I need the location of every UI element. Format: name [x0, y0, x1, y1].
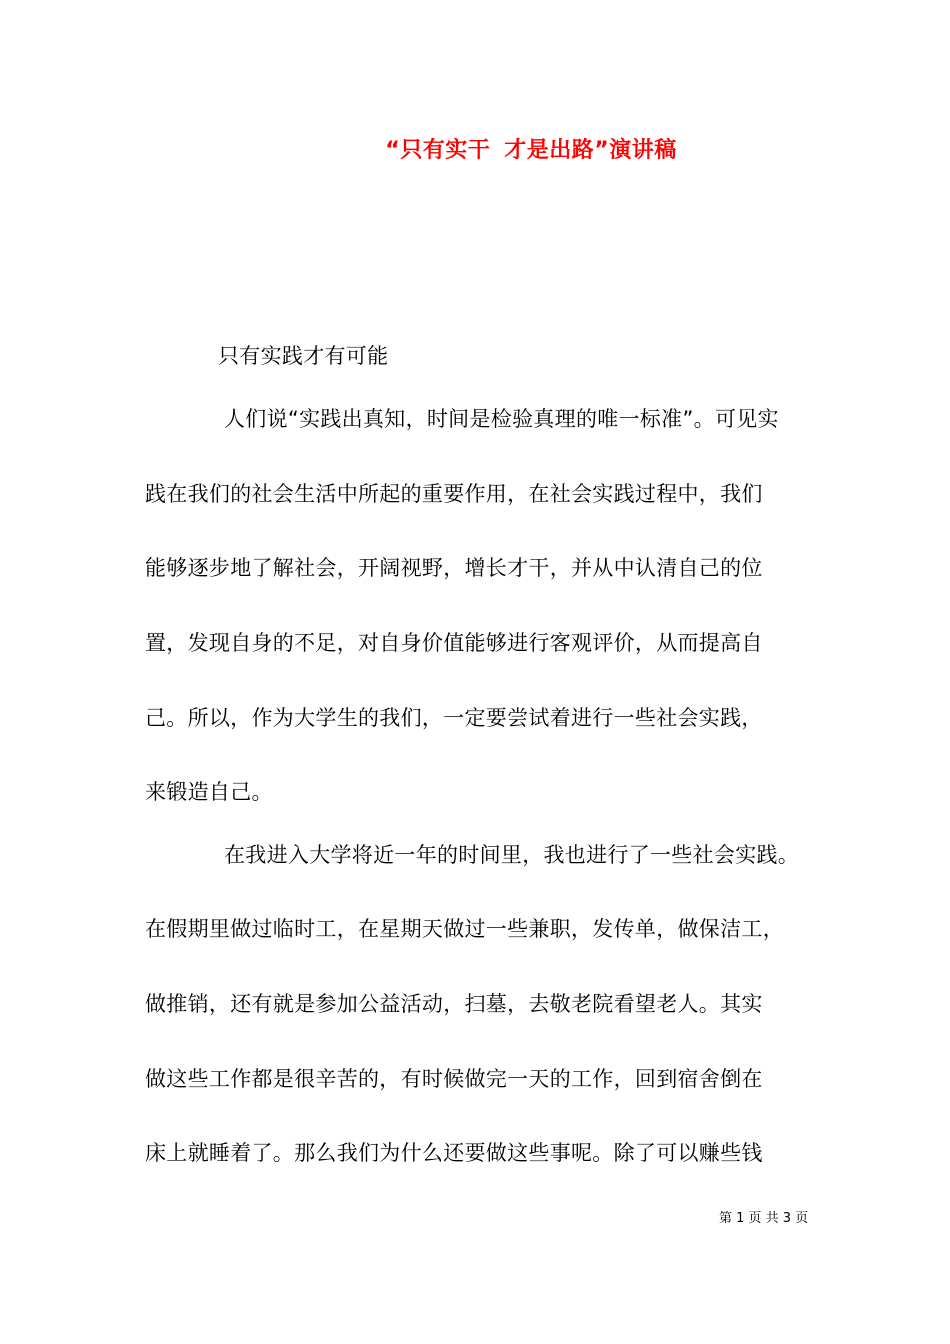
- title-part-2: 才是出路”演讲稿: [504, 138, 677, 163]
- paragraph-1-line-2: 践在我们的社会生活中所起的重要作用，在社会实践过程中，我们: [145, 482, 763, 506]
- paragraph-2-line-1: 在我进入大学将近一年的时间里，我也进行了一些社会实践。: [224, 843, 800, 867]
- paragraph-2-line-2: 在假期里做过临时工，在星期天做过一些兼职，发传单，做保洁工，: [145, 917, 784, 941]
- section-heading: 只有实践才有可能: [218, 344, 389, 368]
- page-number-footer: 第 1 页 共 3 页: [719, 1211, 809, 1226]
- document-title: [0, 133, 950, 164]
- paragraph-1-line-5: 己。所以，作为大学生的我们，一定要尝试着进行一些社会实践，: [145, 706, 763, 730]
- paragraph-1-line-1: 人们说“实践出真知，时间是检验真理的唯一标准”。可见实: [224, 407, 779, 431]
- paragraph-1-line-3: 能够逐步地了解社会，开阔视野，增长才干，并从中认清自己的位: [145, 556, 763, 580]
- paragraph-2-line-4: 做这些工作都是很辛苦的，有时候做完一天的工作，回到宿舍倒在: [145, 1067, 763, 1091]
- title-part-1: “只有实干: [385, 138, 491, 163]
- paragraph-1-line-4: 置，发现自身的不足，对自身价值能够进行客观评价，从而提高自: [145, 631, 763, 655]
- paragraph-1-line-6: 来锻造自己。: [145, 780, 273, 804]
- paragraph-2-line-3: 做推销，还有就是参加公益活动，扫墓，去敬老院看望老人。其实: [145, 992, 763, 1016]
- paragraph-2-line-5: 床上就睡着了。那么我们为什么还要做这些事呢。除了可以赚些钱: [145, 1141, 763, 1165]
